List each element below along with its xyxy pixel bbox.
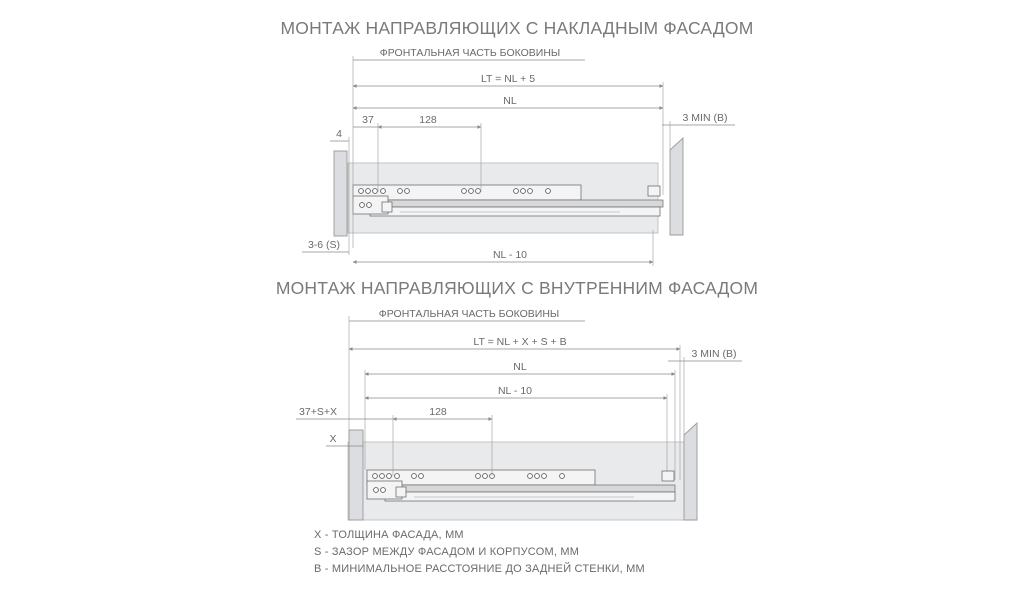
rail-back-bracket [662,471,674,481]
inner-facade [349,430,363,520]
nl-minus-label: NL - 10 [497,385,533,397]
drawer-rail-middle [372,485,675,492]
d128-label: 128 [419,114,437,126]
drawer-rail-middle [360,200,663,207]
rail-lock-clip [396,487,406,497]
d4-label: 4 [336,128,342,140]
back-wall [684,423,697,520]
section1-title: МОНТАЖ НАПРАВЛЯЮЩИХ С НАКЛАДНЫМ ФАСАДОМ [280,18,754,38]
min-back-label: 3 MIN (B) [691,348,737,360]
nl-label: NL [513,361,527,373]
section1-drawing [302,47,735,266]
legend-x: X - ТОЛЩИНА ФАСАДА, ММ [314,529,464,541]
drawer-rail-lower [370,207,660,216]
gap-label: 3-6 (S) [307,239,341,251]
legend-s: S - ЗАЗОР МЕЖДУ ФАСАДОМ И КОРПУСОМ, ММ [314,546,580,558]
dx-label: X [329,433,337,445]
section2-drawing [296,308,742,520]
section2-title: МОНТАЖ НАПРАВЛЯЮЩИХ С ВНУТРЕННИМ ФАСАДОМ [275,278,759,298]
rail-lock-clip [382,202,392,212]
nl-minus-label: NL - 10 [492,249,528,261]
d37-label: 37 [362,114,374,126]
front-facade [334,151,347,236]
front-label: ФРОНТАЛЬНАЯ ЧАСТЬ БОКОВИНЫ [378,308,560,320]
lt-label: LT = NL + 5 [480,73,536,85]
lt-label: LT = NL + X + S + B [473,336,567,348]
drawer-rail-lower [385,492,675,501]
back-wall [670,138,683,235]
rail-back-bracket [648,186,660,196]
min-back-label: 3 MIN (B) [682,112,728,124]
d128-label: 128 [429,406,447,418]
legend-b: B - МИНИМАЛЬНОЕ РАССТОЯНИЕ ДО ЗАДНЕЙ СТЕНКИ, ММ [314,563,645,575]
front-label: ФРОНТАЛЬНАЯ ЧАСТЬ БОКОВИНЫ [379,47,561,59]
d37sx-label: 37+S+X [299,406,337,418]
nl-label: NL [503,95,517,107]
